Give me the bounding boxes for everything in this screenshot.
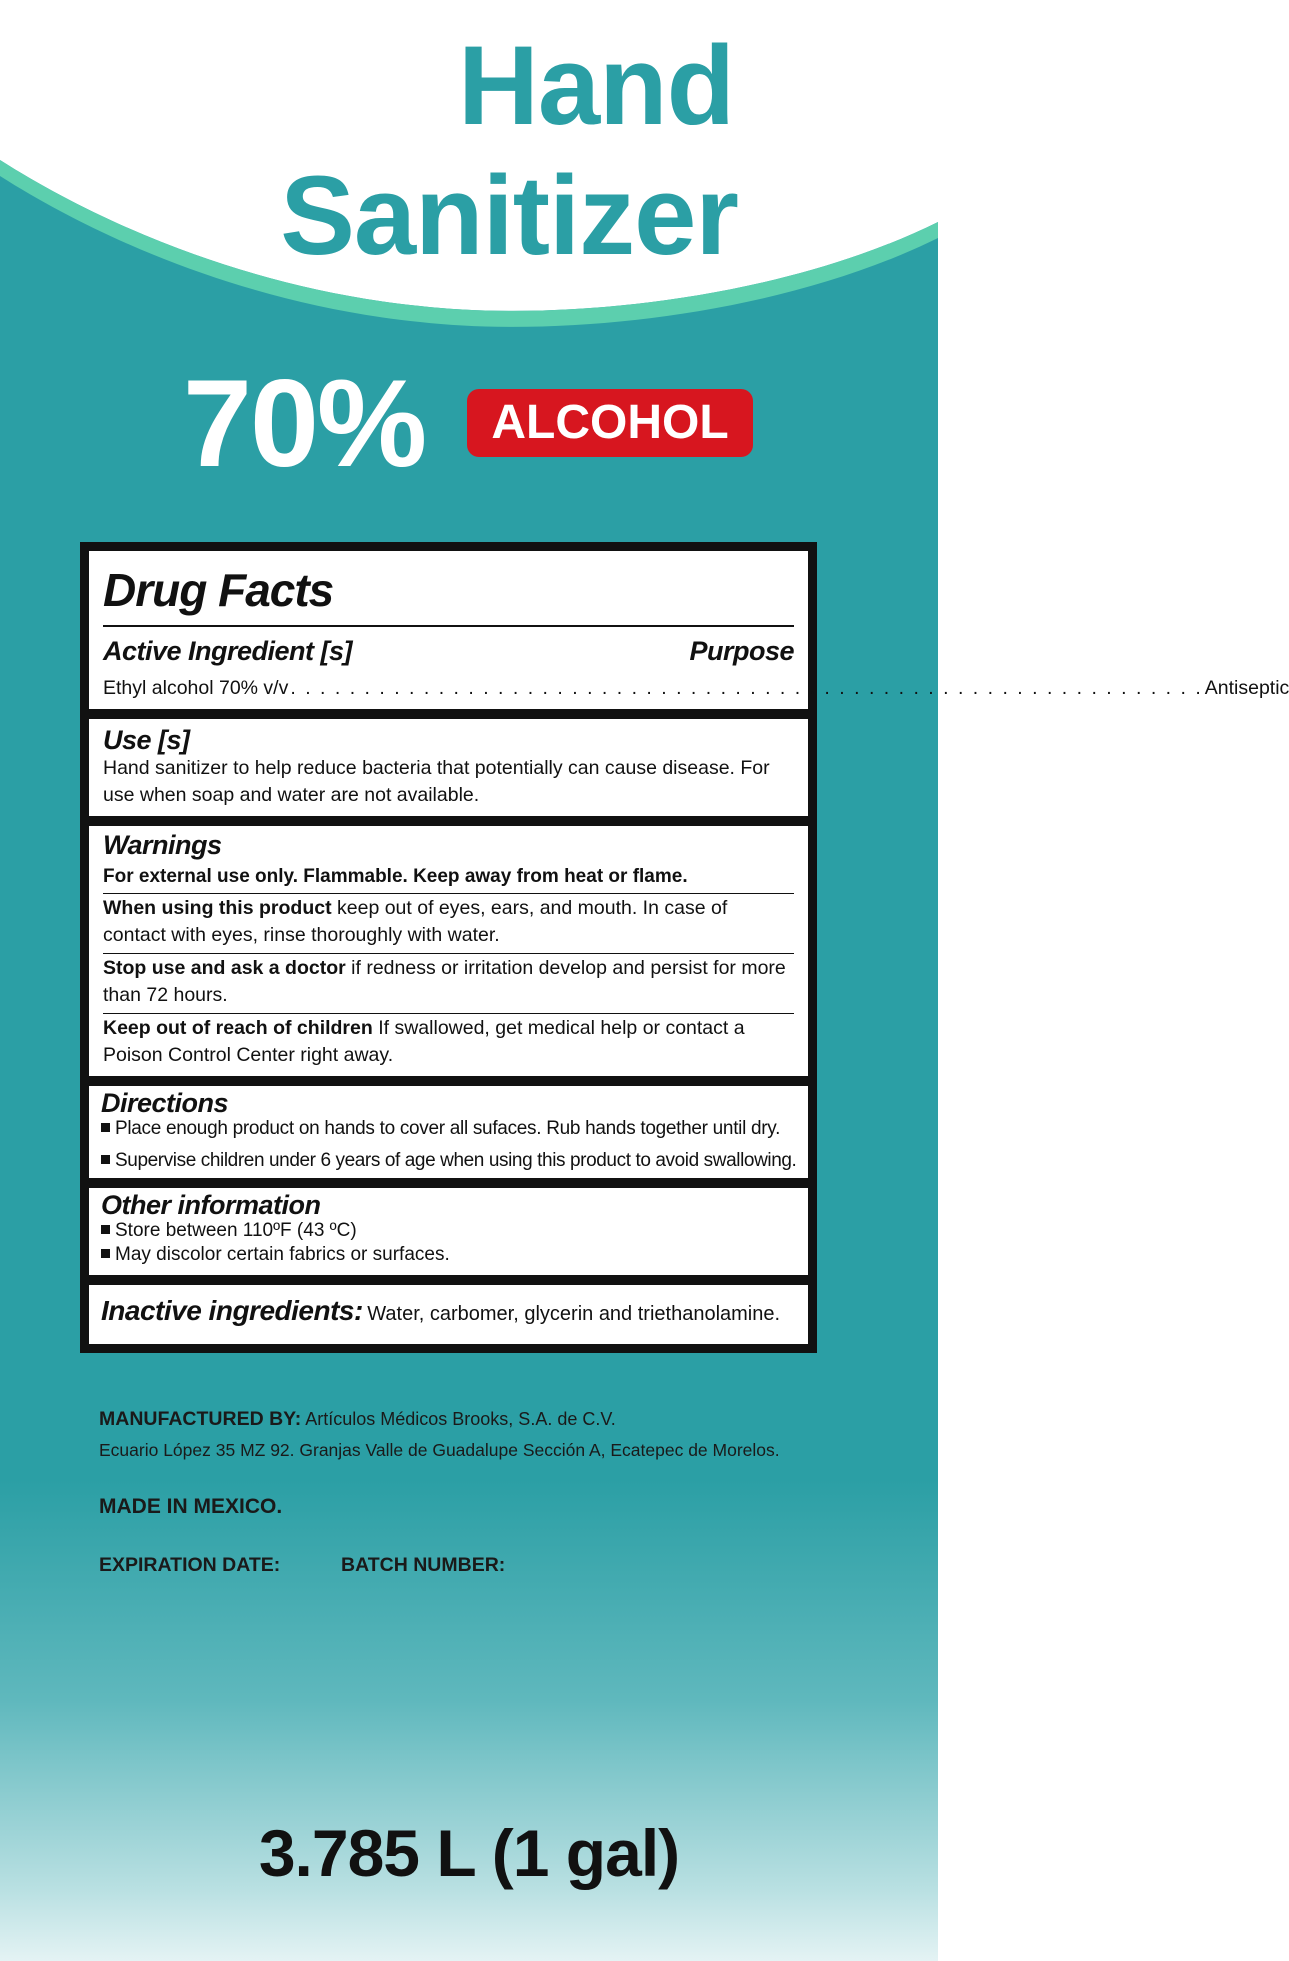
ingredient-name: Ethyl alcohol 70% v/v xyxy=(103,677,289,699)
use-section xyxy=(89,719,808,816)
manufacturer-label: MANUFACTURED BY: xyxy=(99,1408,302,1430)
stop-use xyxy=(103,955,794,1009)
title-line-1: Hand xyxy=(458,23,734,148)
keep-out xyxy=(103,1015,794,1069)
expiration-date xyxy=(99,1554,280,1577)
alcohol-badge: ALCOHOL xyxy=(467,389,753,457)
alcohol-percent: 70% xyxy=(183,355,426,493)
volume: 3.785 L (1 gal) xyxy=(258,1816,680,1890)
made-in xyxy=(99,1495,282,1519)
drug-facts-title: Drug Facts xyxy=(103,564,334,616)
expiration-label: EXPIRATION DATE: xyxy=(99,1554,281,1576)
ingredient-purpose: Antiseptic xyxy=(1204,677,1289,699)
made-in-label: MADE IN MEXICO. xyxy=(99,1495,283,1518)
when-using xyxy=(103,895,794,949)
warnings-section xyxy=(89,826,808,1076)
other-info-item: Store between 110ºF (43 ºC) xyxy=(101,1219,794,1243)
other-info-item: May discolor certain fabrics or surfaces. xyxy=(101,1243,794,1267)
keep-out-label: Keep out of reach of children xyxy=(103,1017,373,1039)
warnings-main: For external use only. Flammable. Keep away from heat or flame. xyxy=(103,866,688,887)
use-text: Hand sanitizer to help reduce bacteria that potentially can cause disease. For use when soap and water are not available. xyxy=(103,757,770,806)
when-using-text: keep out of eyes, ears, and mouth. In case of contact with eyes, rinse thoroughly with water. xyxy=(103,897,728,946)
manufacturer-name: Artículos Médicos Brooks, S.A. de C.V. xyxy=(305,1409,616,1429)
inactive-ingredients-section xyxy=(89,1285,808,1344)
stop-use-label: Stop use and ask a doctor xyxy=(103,957,346,979)
directions-heading: Directions xyxy=(101,1088,229,1118)
title-line-2: Sanitizer xyxy=(280,153,738,278)
direction-item: Place enough product on hands to cover all sufaces. Rub hands together until dry. xyxy=(101,1117,794,1141)
drug-facts-panel xyxy=(80,542,1289,1353)
use-heading: Use [s] xyxy=(103,725,190,755)
batch-label: BATCH NUMBER: xyxy=(341,1554,506,1576)
manufacturer-address: Ecuario López 35 MZ 92. Granjas Valle de Guadalupe Sección A, Ecatepec de Morelos. xyxy=(99,1440,780,1460)
direction-item: Supervise children under 6 years of age when using this product to avoid swallowing. xyxy=(101,1149,794,1173)
inactive-ingredients-heading: Inactive ingredients: xyxy=(101,1295,363,1326)
other-information-heading: Other information xyxy=(101,1190,321,1220)
inactive-ingredients-text: Water, carbomer, glycerin and triethanolamine. xyxy=(367,1303,781,1325)
when-using-label: When using this product xyxy=(103,897,332,919)
stop-use-text: if redness or irritation develop and persist for more than 72 hours. xyxy=(103,957,786,1006)
batch-number xyxy=(341,1554,505,1577)
active-ingredient-heading: Active Ingredient [s] xyxy=(103,636,353,666)
keep-out-text: If swallowed, get medical help or contact a Poison Control Center right away. xyxy=(103,1017,745,1066)
warnings-heading: Warnings xyxy=(103,830,222,860)
directions-section xyxy=(89,1086,808,1178)
active-ingredient-section: Drug Facts Active Ingredient [s] Purpose Ethyl alcohol 70% v/v . . . . . . . . . . . . . . . . . . . . . . . . . . . . . . . . . . . . . . . . . . . . . . . . . . . . . . . . . . . . . . Antiseptic xyxy=(89,551,808,709)
purpose-heading: Purpose xyxy=(689,636,794,666)
other-information-section xyxy=(89,1188,808,1275)
manufacturer-line xyxy=(99,1408,616,1431)
